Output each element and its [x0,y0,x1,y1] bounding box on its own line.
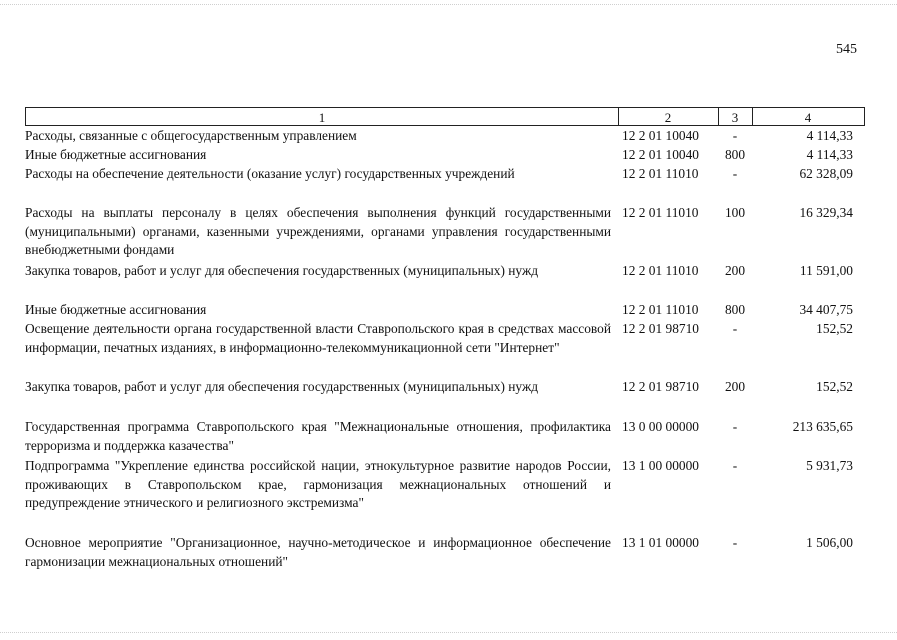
row-code: 12 2 01 11010 [622,263,699,278]
column-header-1: 1 [25,107,619,126]
scan-edge-bottom [0,632,897,634]
column-header-4: 4 [752,107,865,126]
row-code: 13 0 00 00000 [622,419,699,434]
page-number: 545 [836,42,857,57]
row-name: Иные бюджетные ассигнования [25,302,207,317]
row-type: - [732,166,738,181]
row-amount: 152,52 [816,321,853,336]
row-name: Подпрограмма "Укрепление единства российской нации, этнокультурное развитие народов России, проживающих в Ставропольском крае, гармонизация межнациональных отношений и предупреждение этнического и религиозного экстремизма" [25,458,611,510]
row-type: 800 [724,302,746,317]
row-name: Основное мероприятие "Организационное, научно-методическое и информационное обеспечение гармонизации межнациональных отношений" [25,535,611,569]
row-code: 12 2 01 11010 [622,205,699,220]
row-amount: 11 591,00 [799,263,853,278]
row-type: 200 [724,379,746,394]
row-code: 13 1 00 00000 [622,458,699,473]
row-name: Закупка товаров, работ и услуг для обеспечения государственных (муниципальных) нужд [25,263,539,278]
row-code: 12 2 01 11010 [622,302,699,317]
row-type: 100 [724,205,746,220]
row-amount: 152,52 [816,379,853,394]
row-type: - [732,321,738,336]
row-name: Расходы на выплаты персоналу в целях обеспечения выполнения функций государственными (муниципальными) органами, казенными учреждениями, органами управления государственными внебюджетными фондами [25,205,611,257]
row-type: - [732,458,738,473]
column-header-2: 2 [618,107,719,126]
row-amount: 62 328,09 [799,166,853,181]
row-amount: 4 114,33 [806,128,853,143]
row-type: - [732,128,738,143]
row-name: Иные бюджетные ассигнования [25,147,207,162]
row-type: 200 [724,263,746,278]
row-type: 800 [724,147,746,162]
row-code: 12 2 01 98710 [622,321,699,336]
column-header-3: 3 [718,107,753,126]
row-code: 13 1 01 00000 [622,535,699,550]
row-amount: 34 407,75 [799,302,853,317]
row-amount: 213 635,65 [792,419,853,434]
row-name: Закупка товаров, работ и услуг для обеспечения государственных (муниципальных) нужд [25,379,539,394]
row-amount: 1 506,00 [806,535,853,550]
row-name: Государственная программа Ставропольского края "Межнациональные отношения, профилактика терроризма и поддержка казачества" [25,419,611,453]
row-code: 12 2 01 98710 [622,379,699,394]
row-amount: 5 931,73 [806,458,853,473]
row-name: Освещение деятельности органа государственной власти Ставропольского края в средствах массовой информации, печатных изданиях, в информационно-телекоммуникационной сети "Интернет" [25,321,611,355]
row-amount: 4 114,33 [806,147,853,162]
row-type: - [732,419,738,434]
row-code: 12 2 01 10040 [622,128,699,143]
row-name: Расходы на обеспечение деятельности (оказание услуг) государственных учреждений [25,166,515,181]
row-amount: 16 329,34 [799,205,853,220]
row-name: Расходы, связанные с общегосударственным управлением [25,128,357,143]
row-code: 12 2 01 11010 [622,166,699,181]
row-type: - [732,535,738,550]
row-code: 12 2 01 10040 [622,147,699,162]
scan-edge-top [0,4,897,6]
